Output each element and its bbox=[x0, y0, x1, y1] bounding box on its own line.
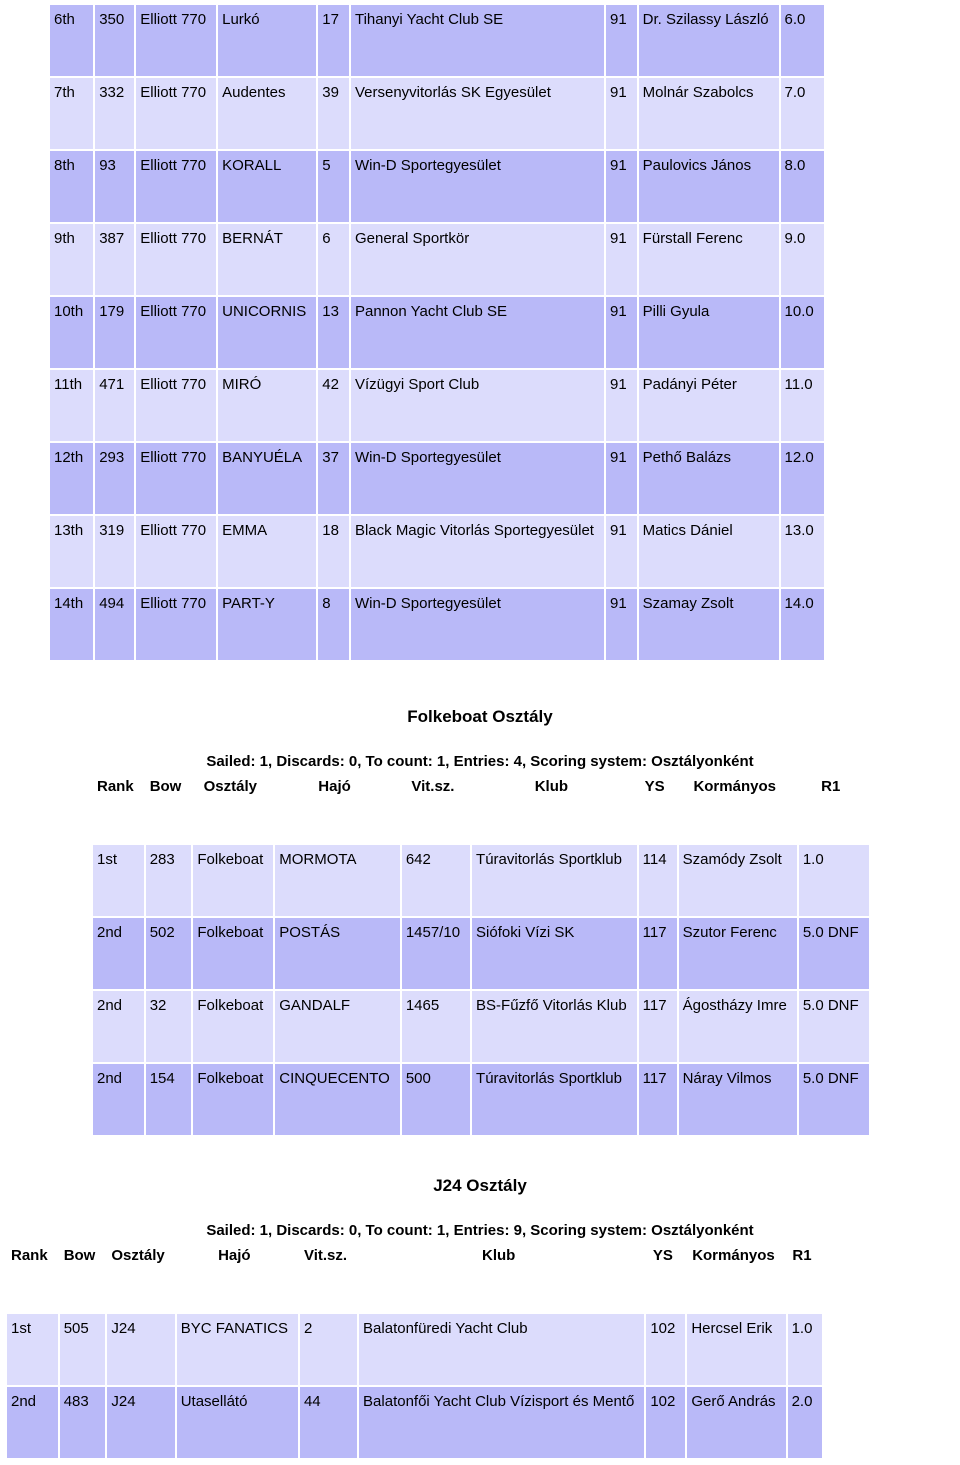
cell-club: Tihanyi Yacht Club SE bbox=[351, 5, 604, 76]
cell-rank: 13th bbox=[50, 516, 93, 587]
cell-class: J24 bbox=[107, 1387, 174, 1458]
cell-class: Folkeboat bbox=[193, 991, 273, 1062]
cell-bow: 502 bbox=[146, 918, 192, 989]
cell-boat: Audentes bbox=[218, 78, 316, 149]
cell-club: Black Magic Vitorlás Sportegyesület bbox=[351, 516, 604, 587]
folkeboat-section-title: Folkeboat Osztály bbox=[407, 707, 553, 726]
cell-r1: 13.0 bbox=[781, 516, 824, 587]
cell-sail-number: 2 bbox=[300, 1314, 357, 1385]
table-row bbox=[93, 991, 869, 1062]
table-row bbox=[50, 151, 824, 222]
cell-sail-number: 6 bbox=[318, 224, 349, 295]
elliott-results-body bbox=[50, 5, 824, 660]
cell-rank: 14th bbox=[50, 589, 93, 660]
folkeboat-results-table bbox=[91, 770, 871, 1137]
cell-ys: 114 bbox=[639, 845, 677, 916]
cell-rank: 9th bbox=[50, 224, 93, 295]
cell-class: Elliott 770 bbox=[136, 516, 216, 587]
cell-bow: 505 bbox=[60, 1314, 106, 1385]
cell-boat: Utasellátó bbox=[177, 1387, 298, 1458]
cell-bow: 32 bbox=[146, 991, 192, 1062]
cell-class: Elliott 770 bbox=[136, 297, 216, 368]
cell-rank: 1st bbox=[93, 845, 144, 916]
cell-ys: 91 bbox=[606, 443, 637, 514]
cell-helm: Padányi Péter bbox=[639, 370, 779, 441]
cell-helm: Fürstall Ferenc bbox=[639, 224, 779, 295]
table-row bbox=[93, 918, 869, 989]
cell-rank: 2nd bbox=[93, 918, 144, 989]
cell-r1: 1.0 bbox=[788, 1314, 823, 1385]
cell-helm: Molnár Szabolcs bbox=[639, 78, 779, 149]
cell-rank: 2nd bbox=[93, 991, 144, 1062]
cell-bow: 494 bbox=[95, 589, 134, 660]
column-header-helm: Kormányos bbox=[687, 1241, 785, 1312]
cell-sail-number: 13 bbox=[318, 297, 349, 368]
cell-sail-number: 39 bbox=[318, 78, 349, 149]
column-header-r1: R1 bbox=[788, 1241, 823, 1312]
cell-bow: 332 bbox=[95, 78, 134, 149]
cell-bow: 387 bbox=[95, 224, 134, 295]
cell-boat: GANDALF bbox=[275, 991, 400, 1062]
cell-club: Win-D Sportegyesület bbox=[351, 443, 604, 514]
cell-rank: 2nd bbox=[7, 1387, 58, 1458]
cell-boat: MORMOTA bbox=[275, 845, 400, 916]
column-header-bow: Bow bbox=[60, 1241, 106, 1312]
column-header-club: Klub bbox=[472, 772, 637, 843]
cell-class: Elliott 770 bbox=[136, 589, 216, 660]
cell-helm: Matics Dániel bbox=[639, 516, 779, 587]
cell-sail-number: 1465 bbox=[402, 991, 470, 1062]
cell-ys: 91 bbox=[606, 151, 637, 222]
cell-rank: 1st bbox=[7, 1314, 58, 1385]
j24-header-row bbox=[7, 1241, 822, 1312]
table-row bbox=[50, 443, 824, 514]
cell-class: Elliott 770 bbox=[136, 370, 216, 441]
cell-r1: 12.0 bbox=[781, 443, 824, 514]
column-header-sail-number: Vit.sz. bbox=[402, 772, 470, 843]
cell-ys: 91 bbox=[606, 516, 637, 587]
cell-helm: Paulovics János bbox=[639, 151, 779, 222]
cell-boat: CINQUECENTO bbox=[275, 1064, 400, 1135]
cell-rank: 11th bbox=[50, 370, 93, 441]
cell-sail-number: 18 bbox=[318, 516, 349, 587]
folkeboat-results-body bbox=[93, 845, 869, 1135]
cell-r1: 7.0 bbox=[781, 78, 824, 149]
cell-club: Siófoki Vízi SK bbox=[472, 918, 637, 989]
cell-boat: UNICORNIS bbox=[218, 297, 316, 368]
cell-bow: 283 bbox=[146, 845, 192, 916]
cell-boat: BANYUÉLA bbox=[218, 443, 316, 514]
cell-helm: Dr. Szilassy László bbox=[639, 5, 779, 76]
cell-club: Túravitorlás Sportklub bbox=[472, 1064, 637, 1135]
column-header-ys: YS bbox=[646, 1241, 685, 1312]
column-header-class: Osztály bbox=[193, 772, 273, 843]
table-row bbox=[50, 370, 824, 441]
column-header-rank: Rank bbox=[93, 772, 144, 843]
cell-rank: 7th bbox=[50, 78, 93, 149]
column-header-boat: Hajó bbox=[177, 1241, 298, 1312]
cell-class: Folkeboat bbox=[193, 918, 273, 989]
column-header-class: Osztály bbox=[107, 1241, 174, 1312]
cell-ys: 91 bbox=[606, 5, 637, 76]
cell-boat: POSTÁS bbox=[275, 918, 400, 989]
cell-r1: 14.0 bbox=[781, 589, 824, 660]
cell-helm: Náray Vilmos bbox=[679, 1064, 797, 1135]
table-row bbox=[93, 845, 869, 916]
cell-r1: 5.0 DNF bbox=[799, 991, 869, 1062]
cell-r1: 5.0 DNF bbox=[799, 918, 869, 989]
cell-boat: MIRÓ bbox=[218, 370, 316, 441]
j24-section-title: J24 Osztály bbox=[433, 1176, 527, 1195]
cell-club: General Sportkör bbox=[351, 224, 604, 295]
cell-ys: 102 bbox=[646, 1387, 685, 1458]
cell-ys: 117 bbox=[639, 1064, 677, 1135]
table-row bbox=[50, 5, 824, 76]
cell-club: Balatonfői Yacht Club Vízisport és Mentő bbox=[359, 1387, 644, 1458]
cell-r1: 10.0 bbox=[781, 297, 824, 368]
table-row bbox=[7, 1314, 822, 1385]
cell-class: Elliott 770 bbox=[136, 151, 216, 222]
cell-rank: 2nd bbox=[93, 1064, 144, 1135]
cell-boat: PART-Y bbox=[218, 589, 316, 660]
cell-club: BS-Fűzfő Vitorlás Klub bbox=[472, 991, 637, 1062]
table-row bbox=[50, 78, 824, 149]
cell-ys: 91 bbox=[606, 78, 637, 149]
column-header-rank: Rank bbox=[7, 1241, 58, 1312]
cell-helm: Szamay Zsolt bbox=[639, 589, 779, 660]
cell-bow: 93 bbox=[95, 151, 134, 222]
cell-r1: 11.0 bbox=[781, 370, 824, 441]
cell-ys: 117 bbox=[639, 918, 677, 989]
cell-rank: 8th bbox=[50, 151, 93, 222]
cell-helm: Szutor Ferenc bbox=[679, 918, 797, 989]
table-row bbox=[50, 516, 824, 587]
j24-results-table bbox=[5, 1239, 824, 1460]
cell-sail-number: 8 bbox=[318, 589, 349, 660]
cell-club: Vízügyi Sport Club bbox=[351, 370, 604, 441]
cell-r1: 6.0 bbox=[781, 5, 824, 76]
cell-class: Elliott 770 bbox=[136, 78, 216, 149]
cell-club: Pannon Yacht Club SE bbox=[351, 297, 604, 368]
cell-r1: 2.0 bbox=[788, 1387, 823, 1458]
cell-rank: 10th bbox=[50, 297, 93, 368]
cell-ys: 102 bbox=[646, 1314, 685, 1385]
cell-class: Elliott 770 bbox=[136, 5, 216, 76]
column-header-boat: Hajó bbox=[275, 772, 400, 843]
column-header-club: Klub bbox=[359, 1241, 644, 1312]
cell-ys: 91 bbox=[606, 370, 637, 441]
cell-sail-number: 44 bbox=[300, 1387, 357, 1458]
cell-ys: 91 bbox=[606, 297, 637, 368]
folkeboat-scoring-info: Sailed: 1, Discards: 0, To count: 1, Entries: 4, Scoring system: Osztályonként bbox=[206, 753, 754, 770]
cell-sail-number: 5 bbox=[318, 151, 349, 222]
cell-club: Túravitorlás Sportklub bbox=[472, 845, 637, 916]
elliott-results-table bbox=[48, 3, 826, 662]
j24-results-body bbox=[7, 1314, 822, 1458]
cell-club: Win-D Sportegyesület bbox=[351, 589, 604, 660]
table-row bbox=[50, 297, 824, 368]
cell-club: Balatonfüredi Yacht Club bbox=[359, 1314, 644, 1385]
table-row bbox=[93, 1064, 869, 1135]
cell-club: Win-D Sportegyesület bbox=[351, 151, 604, 222]
column-header-ys: YS bbox=[639, 772, 677, 843]
column-header-helm: Kormányos bbox=[679, 772, 797, 843]
cell-bow: 350 bbox=[95, 5, 134, 76]
cell-boat: KORALL bbox=[218, 151, 316, 222]
cell-class: J24 bbox=[107, 1314, 174, 1385]
cell-club: Versenyvitorlás SK Egyesület bbox=[351, 78, 604, 149]
cell-bow: 293 bbox=[95, 443, 134, 514]
cell-helm: Ágostházy Imre bbox=[679, 991, 797, 1062]
cell-rank: 12th bbox=[50, 443, 93, 514]
cell-sail-number: 17 bbox=[318, 5, 349, 76]
cell-helm: Pilli Gyula bbox=[639, 297, 779, 368]
cell-sail-number: 642 bbox=[402, 845, 470, 916]
cell-bow: 319 bbox=[95, 516, 134, 587]
cell-sail-number: 500 bbox=[402, 1064, 470, 1135]
cell-ys: 117 bbox=[639, 991, 677, 1062]
cell-helm: Szamódy Zsolt bbox=[679, 845, 797, 916]
cell-r1: 8.0 bbox=[781, 151, 824, 222]
cell-bow: 483 bbox=[60, 1387, 106, 1458]
cell-boat: EMMA bbox=[218, 516, 316, 587]
cell-r1: 5.0 DNF bbox=[799, 1064, 869, 1135]
cell-boat: BERNÁT bbox=[218, 224, 316, 295]
cell-boat: Lurkó bbox=[218, 5, 316, 76]
column-header-sail-number: Vit.sz. bbox=[300, 1241, 357, 1312]
cell-class: Elliott 770 bbox=[136, 224, 216, 295]
cell-boat: BYC FANATICS bbox=[177, 1314, 298, 1385]
column-header-r1: R1 bbox=[799, 772, 869, 843]
cell-r1: 9.0 bbox=[781, 224, 824, 295]
cell-helm: Gerő András bbox=[687, 1387, 785, 1458]
table-row bbox=[50, 589, 824, 660]
cell-bow: 471 bbox=[95, 370, 134, 441]
j24-scoring-info: Sailed: 1, Discards: 0, To count: 1, Entries: 9, Scoring system: Osztályonként bbox=[206, 1222, 754, 1239]
column-header-bow: Bow bbox=[146, 772, 192, 843]
cell-sail-number: 37 bbox=[318, 443, 349, 514]
table-row bbox=[7, 1387, 822, 1458]
cell-class: Elliott 770 bbox=[136, 443, 216, 514]
cell-sail-number: 1457/10 bbox=[402, 918, 470, 989]
cell-helm: Pethő Balázs bbox=[639, 443, 779, 514]
cell-helm: Hercsel Erik bbox=[687, 1314, 785, 1385]
table-row bbox=[50, 224, 824, 295]
cell-rank: 6th bbox=[50, 5, 93, 76]
cell-bow: 154 bbox=[146, 1064, 192, 1135]
cell-ys: 91 bbox=[606, 589, 637, 660]
cell-sail-number: 42 bbox=[318, 370, 349, 441]
cell-bow: 179 bbox=[95, 297, 134, 368]
cell-ys: 91 bbox=[606, 224, 637, 295]
cell-r1: 1.0 bbox=[799, 845, 869, 916]
cell-class: Folkeboat bbox=[193, 845, 273, 916]
cell-class: Folkeboat bbox=[193, 1064, 273, 1135]
folkeboat-header-row bbox=[93, 772, 869, 843]
